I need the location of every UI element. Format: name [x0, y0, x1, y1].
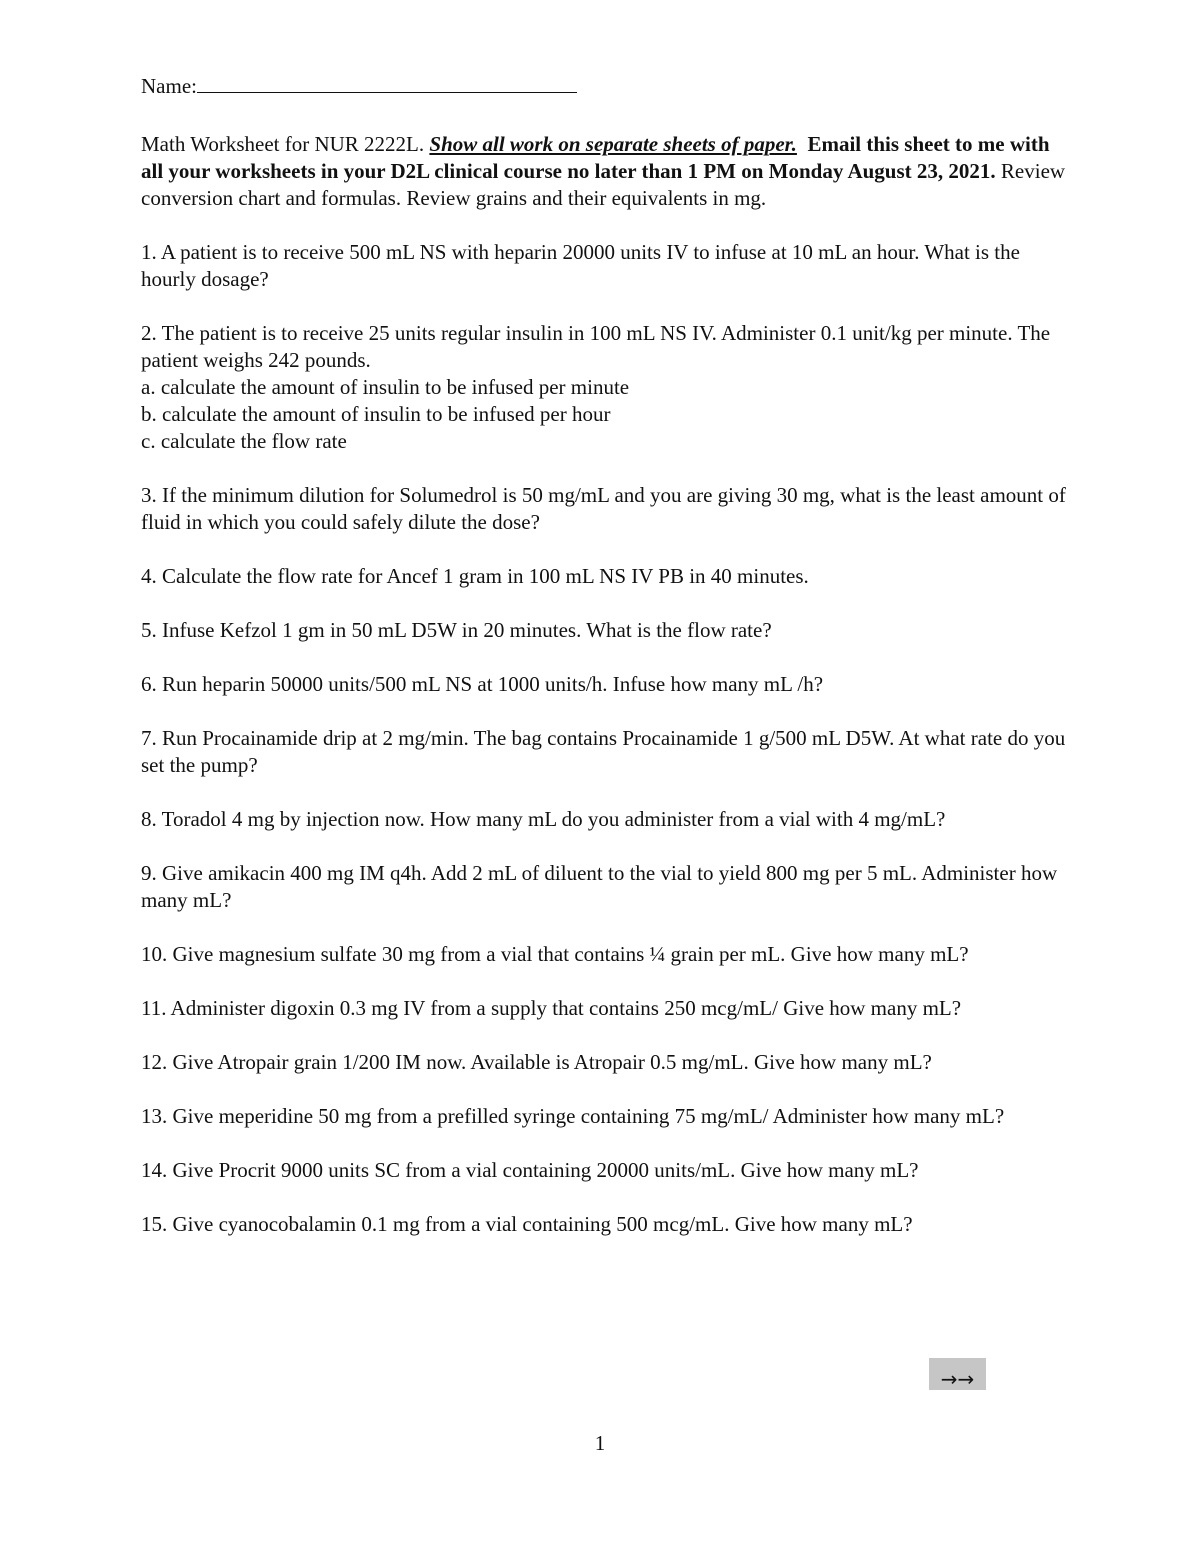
question-text: 15. Give cyanocobalamin 0.1 mg from a vial containing 500 mcg/mL. Give how many mL?: [141, 1212, 913, 1236]
question-text: 9. Give amikacin 400 mg IM q4h. Add 2 mL of diluent to the vial to yield 800 mg per 5 mL. Administer how many mL?: [141, 861, 1058, 912]
question-text: 8. Toradol 4 mg by injection now. How many mL do you administer from a vial with 4 mg/mL?: [141, 807, 946, 831]
question-text: 1. A patient is to receive 500 mL NS with heparin 20000 units IV to infuse at 10 mL an hour. What is the hourly dosage?: [141, 240, 1020, 291]
page-number: 1: [594, 1431, 606, 1455]
intro-lead: Math Worksheet for NUR 2222L.: [141, 132, 430, 156]
question-11: [141, 995, 1066, 1022]
question-5: [141, 617, 1066, 644]
question-8: [141, 806, 1066, 833]
question-6: [141, 671, 1066, 698]
question-3: [141, 482, 1066, 536]
question-text: 12. Give Atropair grain 1/200 IM now. Available is Atropair 0.5 mg/mL. Give how many mL?: [141, 1050, 932, 1074]
question-text: 4. Calculate the flow rate for Ancef 1 gram in 100 mL NS IV PB in 40 minutes.: [141, 564, 809, 588]
intro-tail: Review conversion chart and formulas. Review grains and their equivalents in mg.: [141, 159, 1066, 210]
question-subpart: b. calculate the amount of insulin to be infused per hour: [141, 402, 611, 426]
question-1: [141, 239, 1066, 293]
question-10: [141, 941, 1066, 968]
name-blank-line: [197, 72, 577, 93]
question-text: 10. Give magnesium sulfate 30 mg from a vial that contains ¼ grain per mL. Give how many mL?: [141, 942, 969, 966]
question-12: [141, 1049, 1066, 1076]
question-15: [141, 1211, 1066, 1238]
question-14: [141, 1157, 1066, 1184]
intro-emphasis: Show all work on separate sheets of paper.: [429, 132, 797, 156]
question-text: 6. Run heparin 50000 units/500 mL NS at 1000 units/h. Infuse how many mL /h?: [141, 672, 824, 696]
question-9: [141, 860, 1066, 914]
name-row: [141, 72, 1066, 100]
question-subpart: c. calculate the flow rate: [141, 429, 347, 453]
question-text: 14. Give Procrit 9000 units SC from a vial containing 20000 units/mL. Give how many mL?: [141, 1158, 919, 1182]
name-label: Name:: [141, 74, 197, 98]
instructions-paragraph: [141, 131, 1066, 212]
question-text: 11. Administer digoxin 0.3 mg IV from a supply that contains 250 mcg/mL/ Give how many mL?: [141, 996, 962, 1020]
question-7: [141, 725, 1066, 779]
question-4: [141, 563, 1066, 590]
question-text: 2. The patient is to receive 25 units regular insulin in 100 mL NS IV. Administer 0.1 unit/kg per minute. The patient weighs 242 pounds.: [141, 321, 1051, 372]
next-page-button[interactable]: [929, 1358, 986, 1390]
question-text: 5. Infuse Kefzol 1 gm in 50 mL D5W in 20 minutes. What is the flow rate?: [141, 618, 772, 642]
question-text: 7. Run Procainamide drip at 2 mg/min. The bag contains Procainamide 1 g/500 mL D5W. At what rate do you set the pump?: [141, 726, 1066, 777]
intro-deadline: Email this sheet to me with all your worksheets in your D2L clinical course no later than 1 PM on Monday August 23, 2021.: [141, 132, 1050, 183]
question-text: 13. Give meperidine 50 mg from a prefilled syringe containing 75 mg/mL/ Administer how many mL?: [141, 1104, 1005, 1128]
double-arrow-right-icon: →→: [940, 1367, 975, 1391]
question-2: [141, 320, 1066, 455]
question-subpart: a. calculate the amount of insulin to be infused per minute: [141, 375, 630, 399]
question-13: [141, 1103, 1066, 1130]
question-text: 3. If the minimum dilution for Solumedrol is 50 mg/mL and you are giving 30 mg, what is the least amount of fluid in which you could safely dilute the dose?: [141, 483, 1066, 534]
worksheet-page: [141, 72, 1066, 1238]
